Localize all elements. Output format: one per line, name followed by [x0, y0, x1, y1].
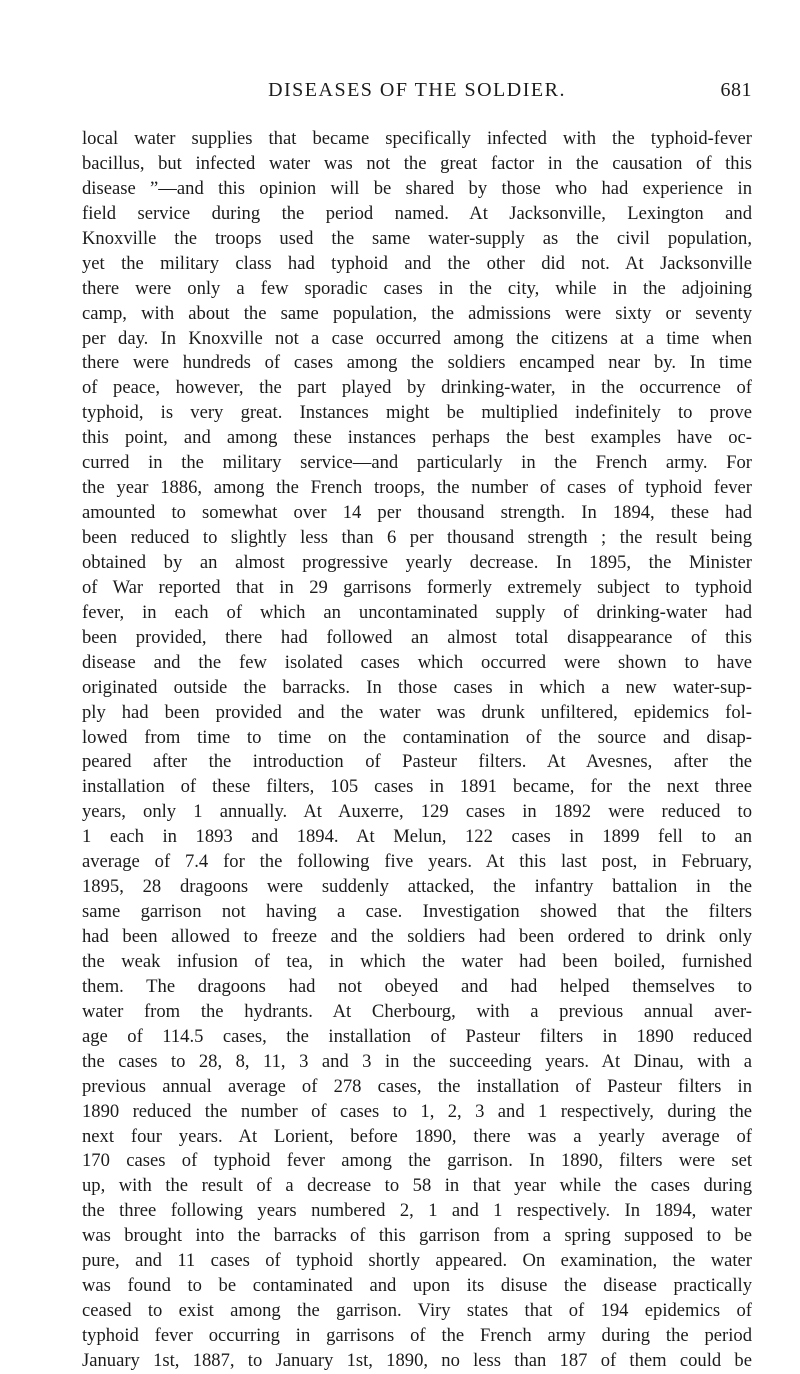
- text-line: Knoxville the troops used the same water-supply as the civil population,: [82, 227, 752, 249]
- text-line: 1 each in 1893 and 1894. At Melun, 122 cases in 1899 fell to an: [82, 826, 752, 848]
- text-line: peared after the introduction of Pasteur filters. At Avesnes, after the: [82, 751, 752, 773]
- text-line: there were hundreds of cases among the soldiers encamped near by. In time: [82, 352, 752, 374]
- text-line: previous annual average of 278 cases, the installation of Pasteur filters in: [82, 1075, 752, 1097]
- text-line: yet the military class had typhoid and the other did not. At Jacksonville: [82, 252, 752, 274]
- text-line: had been allowed to freeze and the soldiers had been ordered to drink only: [82, 926, 752, 947]
- text-line: there were only a few sporadic cases in the city, while in the adjoining: [82, 277, 752, 299]
- text-line: of War reported that in 29 garrisons formerly extremely subject to typhoid: [82, 576, 752, 598]
- text-line: fever, in each of which an uncontaminated supply of drinking-water had: [82, 601, 752, 623]
- text-line: field service during the period named. At Jacksonville, Lexington and: [82, 202, 752, 224]
- text-line: disease and the few isolated cases which occurred were shown to have: [82, 651, 752, 673]
- text-line: 170 cases of typhoid fever among the garrison. In 1890, filters were set: [82, 1150, 752, 1172]
- text-line: average of 7.4 for the following five years. At this last post, in February,: [82, 851, 752, 873]
- text-line: lowed from time to time on the contamination of the source and disap-: [82, 726, 752, 748]
- text-line: disease ”—and this opinion will be shared by those who had experience in: [82, 177, 752, 199]
- text-line: next four years. At Lorient, before 1890, there was a yearly average of: [82, 1125, 752, 1147]
- text-line: amounted to somewhat over 14 per thousand strength. In 1894, these had: [82, 502, 752, 524]
- text-line: of peace, however, the part played by drinking-water, in the occurrence of: [82, 377, 752, 399]
- text-line: was brought into the barracks of this garrison from a spring supposed to be: [82, 1225, 752, 1247]
- text-line: installation of these filters, 105 cases in 1891 became, for the next three: [82, 776, 752, 798]
- text-line: ply had been provided and the water was drunk unfiltered, epidemics fol-: [82, 701, 752, 723]
- text-line: was found to be contaminated and upon its disuse the disease practically: [82, 1275, 752, 1297]
- text-line: 1890 reduced the number of cases to 1, 2, 3 and 1 respectively, during the: [82, 1100, 752, 1122]
- text-line: same garrison not having a case. Investigation showed that the filters: [82, 901, 752, 923]
- text-line: ceased to exist among the garrison. Viry states that of 194 epidemics of: [82, 1300, 752, 1322]
- text-line: local water supplies that became specifically infected with the typhoid-fever: [82, 128, 752, 149]
- text-line: January 1st, 1887, to January 1st, 1890, no less than 187 of them could be: [82, 1349, 752, 1371]
- text-line: the year 1886, among the French troops, the number of cases of typhoid fever: [82, 477, 752, 499]
- text-line: pure, and 11 cases of typhoid shortly appeared. On examination, the water: [82, 1250, 752, 1272]
- text-line: been reduced to slightly less than 6 per thousand strength ; the result being: [82, 527, 752, 548]
- text-line: originated outside the barracks. In those cases in which a new water-sup-: [82, 676, 752, 698]
- text-line: up, with the result of a decrease to 58 in that year while the cases during: [82, 1175, 752, 1197]
- body-paragraph: [82, 127, 752, 1374]
- text-line: camp, with about the same population, the admissions were sixty or seventy: [82, 302, 752, 324]
- text-line: typhoid, is very great. Instances might be multiplied indefinitely to prove: [82, 402, 752, 424]
- text-line: been provided, there had followed an almost total disappearance of this: [82, 626, 752, 648]
- running-title: DISEASES OF THE SOLDIER.: [268, 79, 566, 101]
- text-line: typhoid fever occurring in garrisons of the French army during the period: [82, 1325, 752, 1346]
- text-line: water from the hydrants. At Cherbourg, with a previous annual aver-: [82, 1000, 752, 1022]
- text-line: the cases to 28, 8, 11, 3 and 3 in the succeeding years. At Dinau, with a: [82, 1050, 752, 1072]
- running-header: [82, 76, 752, 104]
- text-line: the three following years numbered 2, 1 and 1 respectively. In 1894, water: [82, 1200, 752, 1222]
- text-line: bacillus, but infected water was not the great factor in the causation of this: [82, 152, 752, 174]
- text-line: the weak infusion of tea, in which the water had been boiled, furnished: [82, 950, 752, 972]
- text-line: curred in the military service—and particularly in the French army. For: [82, 452, 752, 474]
- text-line: age of 114.5 cases, the installation of Pasteur filters in 1890 reduced: [82, 1025, 752, 1047]
- text-line: 1895, 28 dragoons were suddenly attacked, the infantry battalion in the: [82, 876, 752, 898]
- text-line: obtained by an almost progressive yearly decrease. In 1895, the Minister: [82, 551, 752, 573]
- text-line: them. The dragoons had not obeyed and had helped themselves to: [82, 975, 752, 997]
- text-line: per day. In Knoxville not a case occurred among the citizens at a time when: [82, 327, 752, 349]
- text-line: this point, and among these instances perhaps the best examples have oc-: [82, 427, 752, 449]
- text-line: years, only 1 annually. At Auxerre, 129 cases in 1892 were reduced to: [82, 801, 752, 823]
- page-number: 681: [720, 79, 752, 101]
